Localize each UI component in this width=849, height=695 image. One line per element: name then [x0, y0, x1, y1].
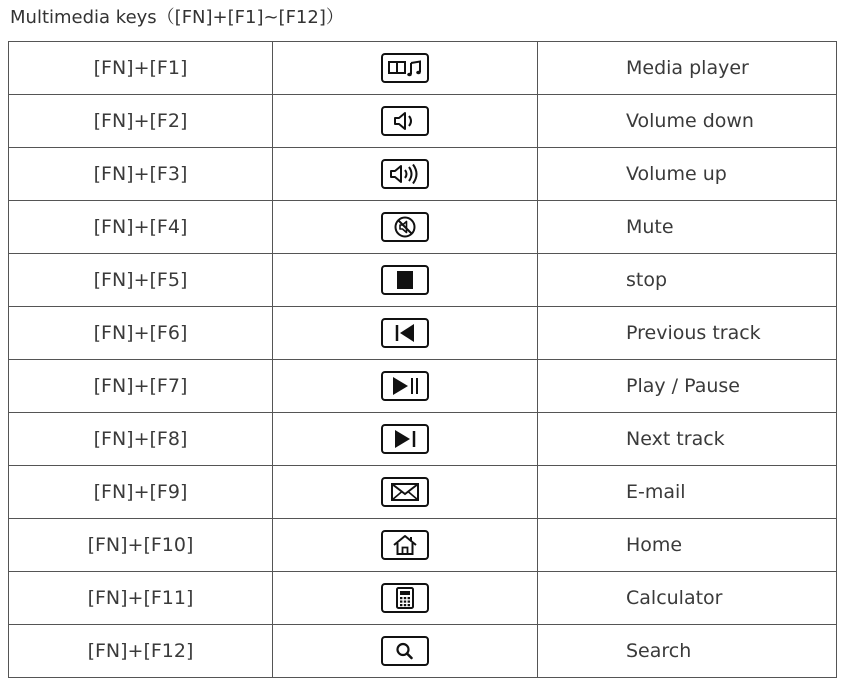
function-label: Mute	[626, 216, 674, 238]
table-row	[9, 254, 837, 307]
previous-track-icon	[381, 318, 429, 348]
function-label: Volume up	[626, 163, 727, 185]
mute-icon	[381, 212, 429, 242]
key-combo: [FN]+[F11]	[9, 572, 273, 625]
search-icon	[381, 636, 429, 666]
calculator-icon	[381, 583, 429, 613]
table-row	[9, 625, 837, 678]
multimedia-keys-table	[8, 41, 837, 678]
function-label: Play / Pause	[626, 375, 740, 397]
function-label: Volume down	[626, 110, 754, 132]
table-row	[9, 42, 837, 95]
next-track-icon	[381, 424, 429, 454]
table-row	[9, 201, 837, 254]
play-pause-icon	[381, 371, 429, 401]
table-row	[9, 95, 837, 148]
volume-up-icon	[381, 159, 429, 189]
function-label: E-mail	[626, 481, 686, 503]
key-combo: [FN]+[F8]	[9, 413, 273, 466]
volume-down-icon	[381, 106, 429, 136]
key-combo: [FN]+[F7]	[9, 360, 273, 413]
key-combo: [FN]+[F3]	[9, 148, 273, 201]
media-player-icon	[381, 53, 429, 83]
key-combo: [FN]+[F12]	[9, 625, 273, 678]
function-label: Media player	[626, 57, 749, 79]
function-label: Previous track	[626, 322, 761, 344]
home-icon	[381, 530, 429, 560]
table-row	[9, 307, 837, 360]
page-title: Multimedia keys（[FN]+[F1]~[F12]）	[10, 7, 344, 28]
key-combo: [FN]+[F4]	[9, 201, 273, 254]
key-combo: [FN]+[F10]	[9, 519, 273, 572]
key-combo: [FN]+[F1]	[9, 42, 273, 95]
function-label: Home	[626, 534, 683, 556]
function-label: Calculator	[626, 587, 723, 609]
key-combo: [FN]+[F5]	[9, 254, 273, 307]
function-label: stop	[626, 269, 668, 291]
function-label: Next track	[626, 428, 725, 450]
table-row	[9, 413, 837, 466]
key-combo: [FN]+[F6]	[9, 307, 273, 360]
table-row	[9, 360, 837, 413]
function-label: Search	[626, 640, 692, 662]
table-row	[9, 148, 837, 201]
key-combo: [FN]+[F9]	[9, 466, 273, 519]
stop-icon	[381, 265, 429, 295]
email-icon	[381, 477, 429, 507]
table-row	[9, 572, 837, 625]
key-combo: [FN]+[F2]	[9, 95, 273, 148]
table-row	[9, 519, 837, 572]
table-row	[9, 466, 837, 519]
